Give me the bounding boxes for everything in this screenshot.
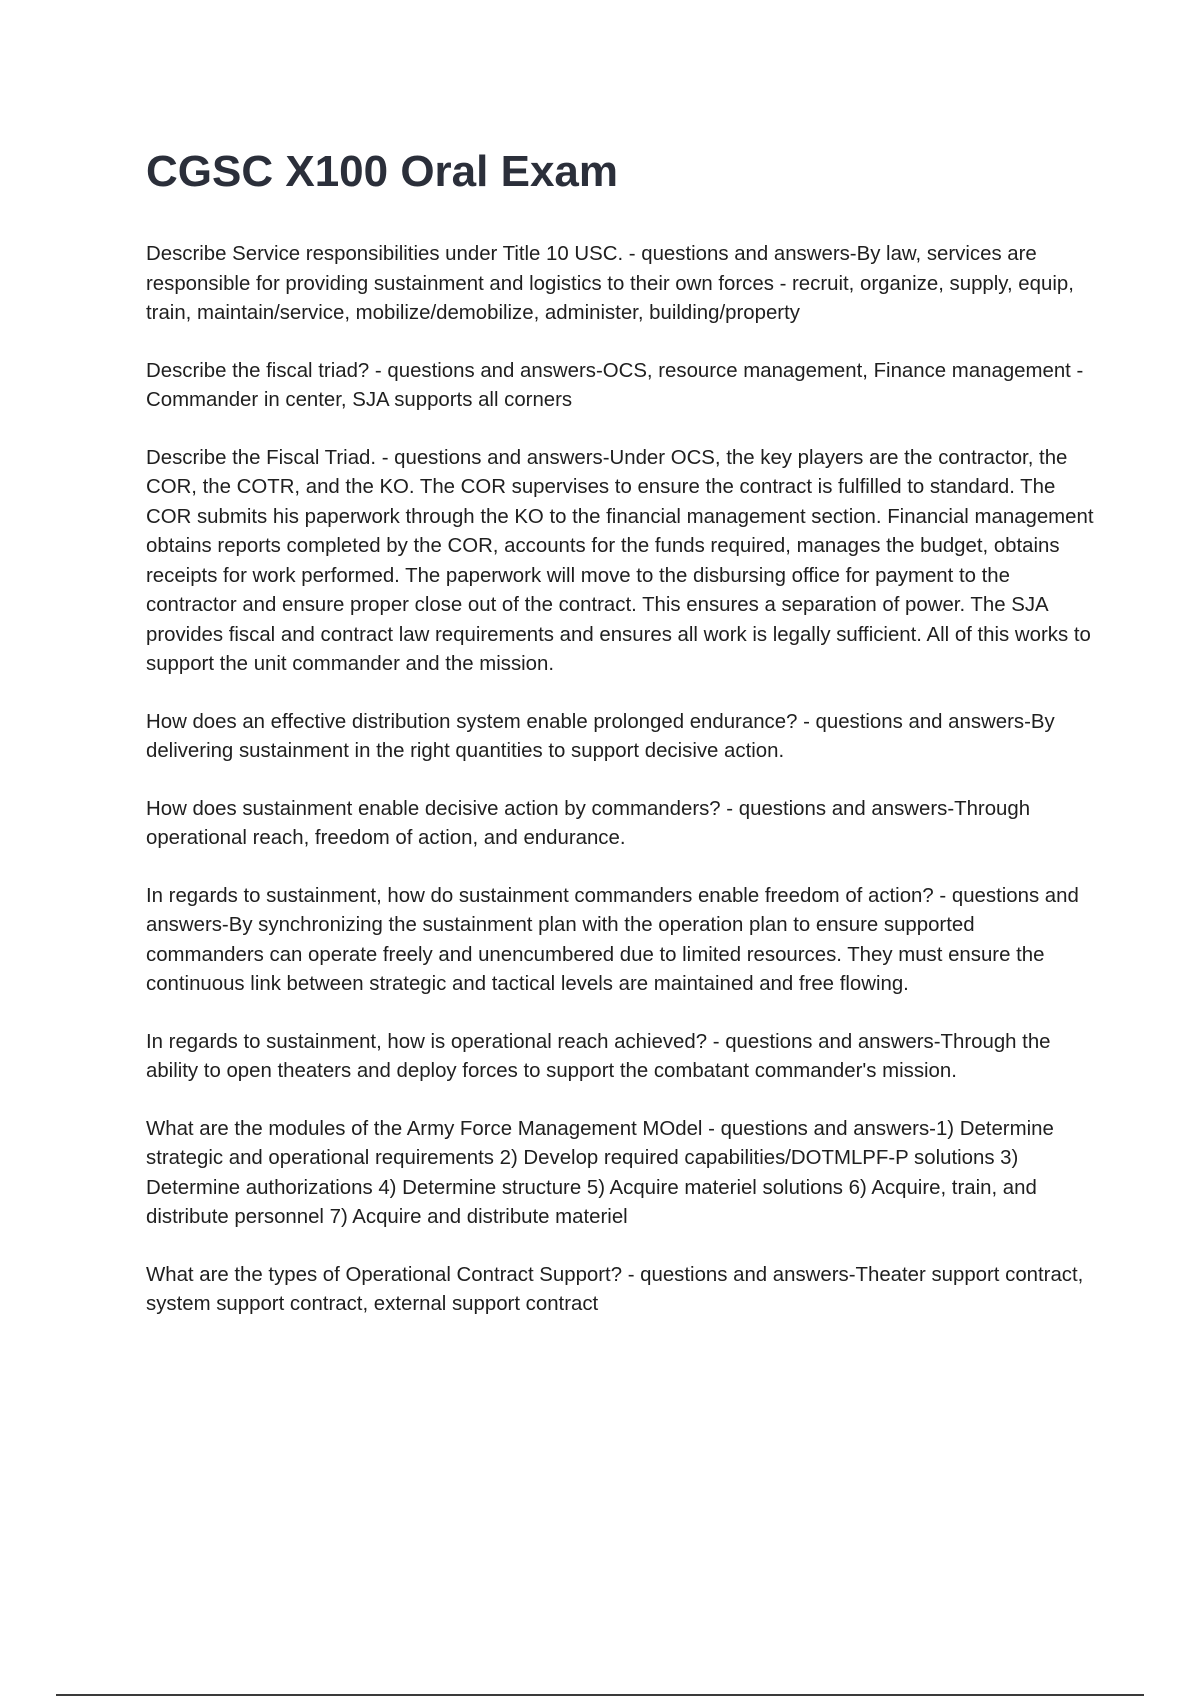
qa-item-distribution-endurance: How does an effective distribution system enable prolonged endurance? - questions and answers-By delivering sustainment in the right quantities to support decisive action. <box>146 710 1055 762</box>
qa-item-force-management-model: What are the modules of the Army Force Management MOdel - questions and answers-1) Determine strategic and operational requirements 2) Develop required capabilities/DOTMLPF-P solutions 3) Determine authorizations 4) Determine structure 5) Acquire materiel solutions 6) Acquire, train, and distribute personnel 7) Acquire and distribute materiel <box>146 1117 1054 1228</box>
document-content <box>146 142 1096 1348</box>
qa-item-freedom-of-action: In regards to sustainment, how do sustainment commanders enable freedom of action? - questions and answers-By synchronizing the sustainment plan with the operation plan to ensure supported commanders can operate freely and unencumbered due to limited resources. They must ensure the continuous link between strategic and tactical levels are maintained and free flowing. <box>146 884 1079 995</box>
qa-item-ocs-types: What are the types of Operational Contract Support? - questions and answers-Theater support contract, system support contract, external support contract <box>146 1263 1084 1315</box>
qa-item-operational-reach: In regards to sustainment, how is operational reach achieved? - questions and answers-Through the ability to open theaters and deploy forces to support the combatant commander's mission. <box>146 1030 1051 1082</box>
qa-item-decisive-action: How does sustainment enable decisive action by commanders? - questions and answers-Through operational reach, freedom of action, and endurance. <box>146 797 1031 849</box>
document-title: CGSC X100 Oral Exam <box>146 147 619 196</box>
qa-item-fiscal-triad-detail: Describe the Fiscal Triad. - questions and answers-Under OCS, the key players are the contractor, the COR, the COTR, and the KO. The COR supervises to ensure the contract is fulfilled to standard. The COR submits his paperwork through the KO to the financial management section. Financial management obtains reports completed by the COR, accounts for the funds required, manages the budget, obtains receipts for work performed. The paperwork will move to the disbursing office for payment to the contractor and ensure proper close out of the contract. This ensures a separation of power. The SJA provides fiscal and contract law requirements and ensures all work is legally sufficient. All of this works to support the unit commander and the mission. <box>146 446 1094 675</box>
qa-item-fiscal-triad-question: Describe the fiscal triad? - questions and answers-OCS, resource management, Finance management - Commander in center, SJA supports all corners <box>146 359 1084 411</box>
footer-divider <box>56 1694 1144 1696</box>
qa-item-title-10: Describe Service responsibilities under Title 10 USC. - questions and answers-By law, services are responsible for providing sustainment and logistics to their own forces - recruit, organize, supply, equip, train, maintain/service, mobilize/demobilize, administer, building/property <box>146 243 1074 324</box>
